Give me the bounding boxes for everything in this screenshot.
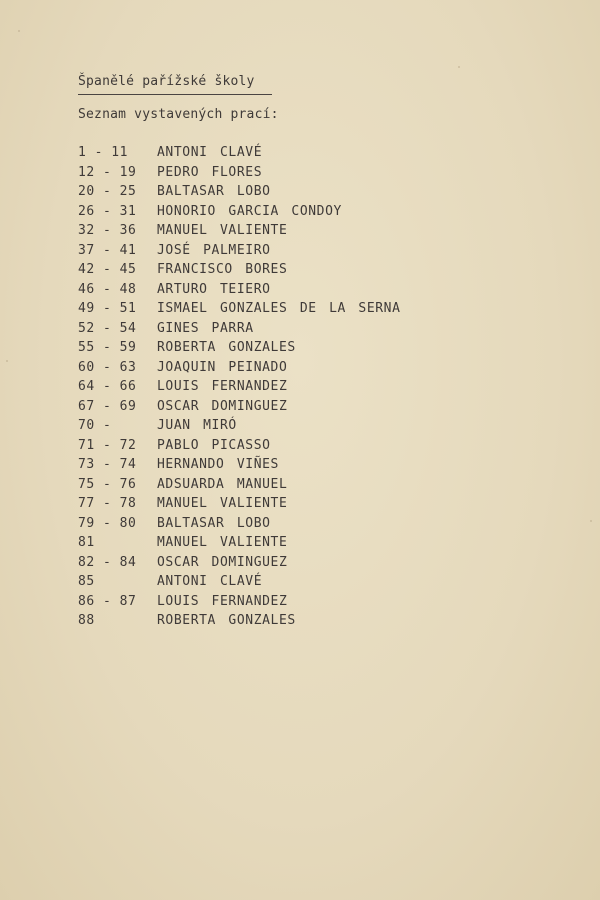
artist-name: JUAN MIRÓ [157,418,237,433]
catalogue-range: 37 - 41 [78,242,137,258]
page-title: Španělé pařížské školy [78,74,255,89]
catalogue-range: 55 - 59 [78,340,137,355]
list-item [0,555,600,575]
artist-name: BALTASAR LOBO [157,184,271,199]
list-item [0,457,600,477]
artist-name: HONORIO GARCIA CONDOY [157,203,342,219]
catalogue-range: 75 - 76 [78,476,137,492]
artist-name: PABLO PICASSO [157,437,271,453]
artist-name: PEDRO FLORES [157,164,263,180]
artist-name: ROBERTA GONZALES [157,613,296,628]
list-item [0,399,600,419]
list-item [0,418,600,438]
list-item [0,438,600,458]
artist-name: ANTONI CLAVÉ [157,574,263,589]
list-item [0,594,600,614]
list-item [0,262,600,282]
artist-name: ANTONI CLAVÉ [157,145,263,160]
artist-name: BALTASAR LOBO [157,515,271,531]
list-item [0,516,600,536]
catalogue-range: 46 - 48 [78,281,137,297]
paper-speck [590,520,592,522]
list-item [0,184,600,204]
artist-name: HERNANDO VIÑES [157,457,279,472]
list-item [0,145,600,165]
list-item [0,301,600,321]
paper-speck [6,360,8,362]
catalogue-range: 52 - 54 [78,320,137,336]
list-item [0,204,600,224]
artist-name: JOAQUIN PEINADO [157,359,288,375]
artist-name: ISMAEL GONZALES DE LA SERNA [157,301,401,316]
list-item [0,379,600,399]
list-item [0,496,600,516]
list-item [0,360,600,380]
list-item [0,165,600,185]
list-item [0,321,600,341]
catalogue-range: 81 [78,535,95,550]
artist-name: ARTURO TEIERO [157,281,271,297]
paper-speck [18,30,20,32]
artist-name: LOUIS FERNANDEZ [157,379,288,394]
list-item [0,243,600,263]
artist-name: OSCAR DOMINGUEZ [157,398,288,414]
list-item [0,282,600,302]
catalogue-range: 26 - 31 [78,203,137,219]
artist-name: JOSÉ PALMEIRO [157,242,271,258]
catalogue-range: 86 - 87 [78,593,137,609]
artist-name: LOUIS FERNANDEZ [157,593,288,609]
paper-speck [458,66,460,68]
artist-name: GINES PARRA [157,320,254,336]
list-item [0,223,600,243]
list-item [0,613,600,633]
list-item [0,340,600,360]
catalogue-range: 20 - 25 [78,184,137,199]
list-item [0,477,600,497]
catalogue-range: 82 - 84 [78,554,137,570]
catalogue-range: 60 - 63 [78,359,137,375]
catalogue-range: 49 - 51 [78,301,137,316]
artist-name: FRANCISCO BORES [157,262,288,277]
artist-name: ROBERTA GONZALES [157,340,296,355]
list-item [0,535,600,555]
catalogue-range: 1 - 11 [78,145,128,160]
catalogue-range: 67 - 69 [78,398,137,414]
artist-name: MANUEL VALIENTE [157,535,288,550]
catalogue-range: 79 - 80 [78,515,137,531]
list-heading: Seznam vystavených prací: [78,107,279,122]
catalogue-range: 85 [78,574,95,589]
artist-name: MANUEL VALIENTE [157,223,288,238]
catalogue-range: 88 [78,613,95,628]
catalogue-range: 70 - [78,418,112,433]
catalogue-range: 42 - 45 [78,262,137,277]
artist-name: MANUEL VALIENTE [157,496,288,511]
catalogue-range: 64 - 66 [78,379,137,394]
works-list [0,145,600,633]
list-item [0,574,600,594]
catalogue-range: 12 - 19 [78,164,137,180]
artist-name: ADSUARDA MANUEL [157,476,288,492]
catalogue-range: 71 - 72 [78,437,137,453]
catalogue-range: 73 - 74 [78,457,137,472]
artist-name: OSCAR DOMINGUEZ [157,554,288,570]
catalogue-range: 77 - 78 [78,496,137,511]
catalogue-range: 32 - 36 [78,223,137,238]
title-underline [78,94,272,95]
